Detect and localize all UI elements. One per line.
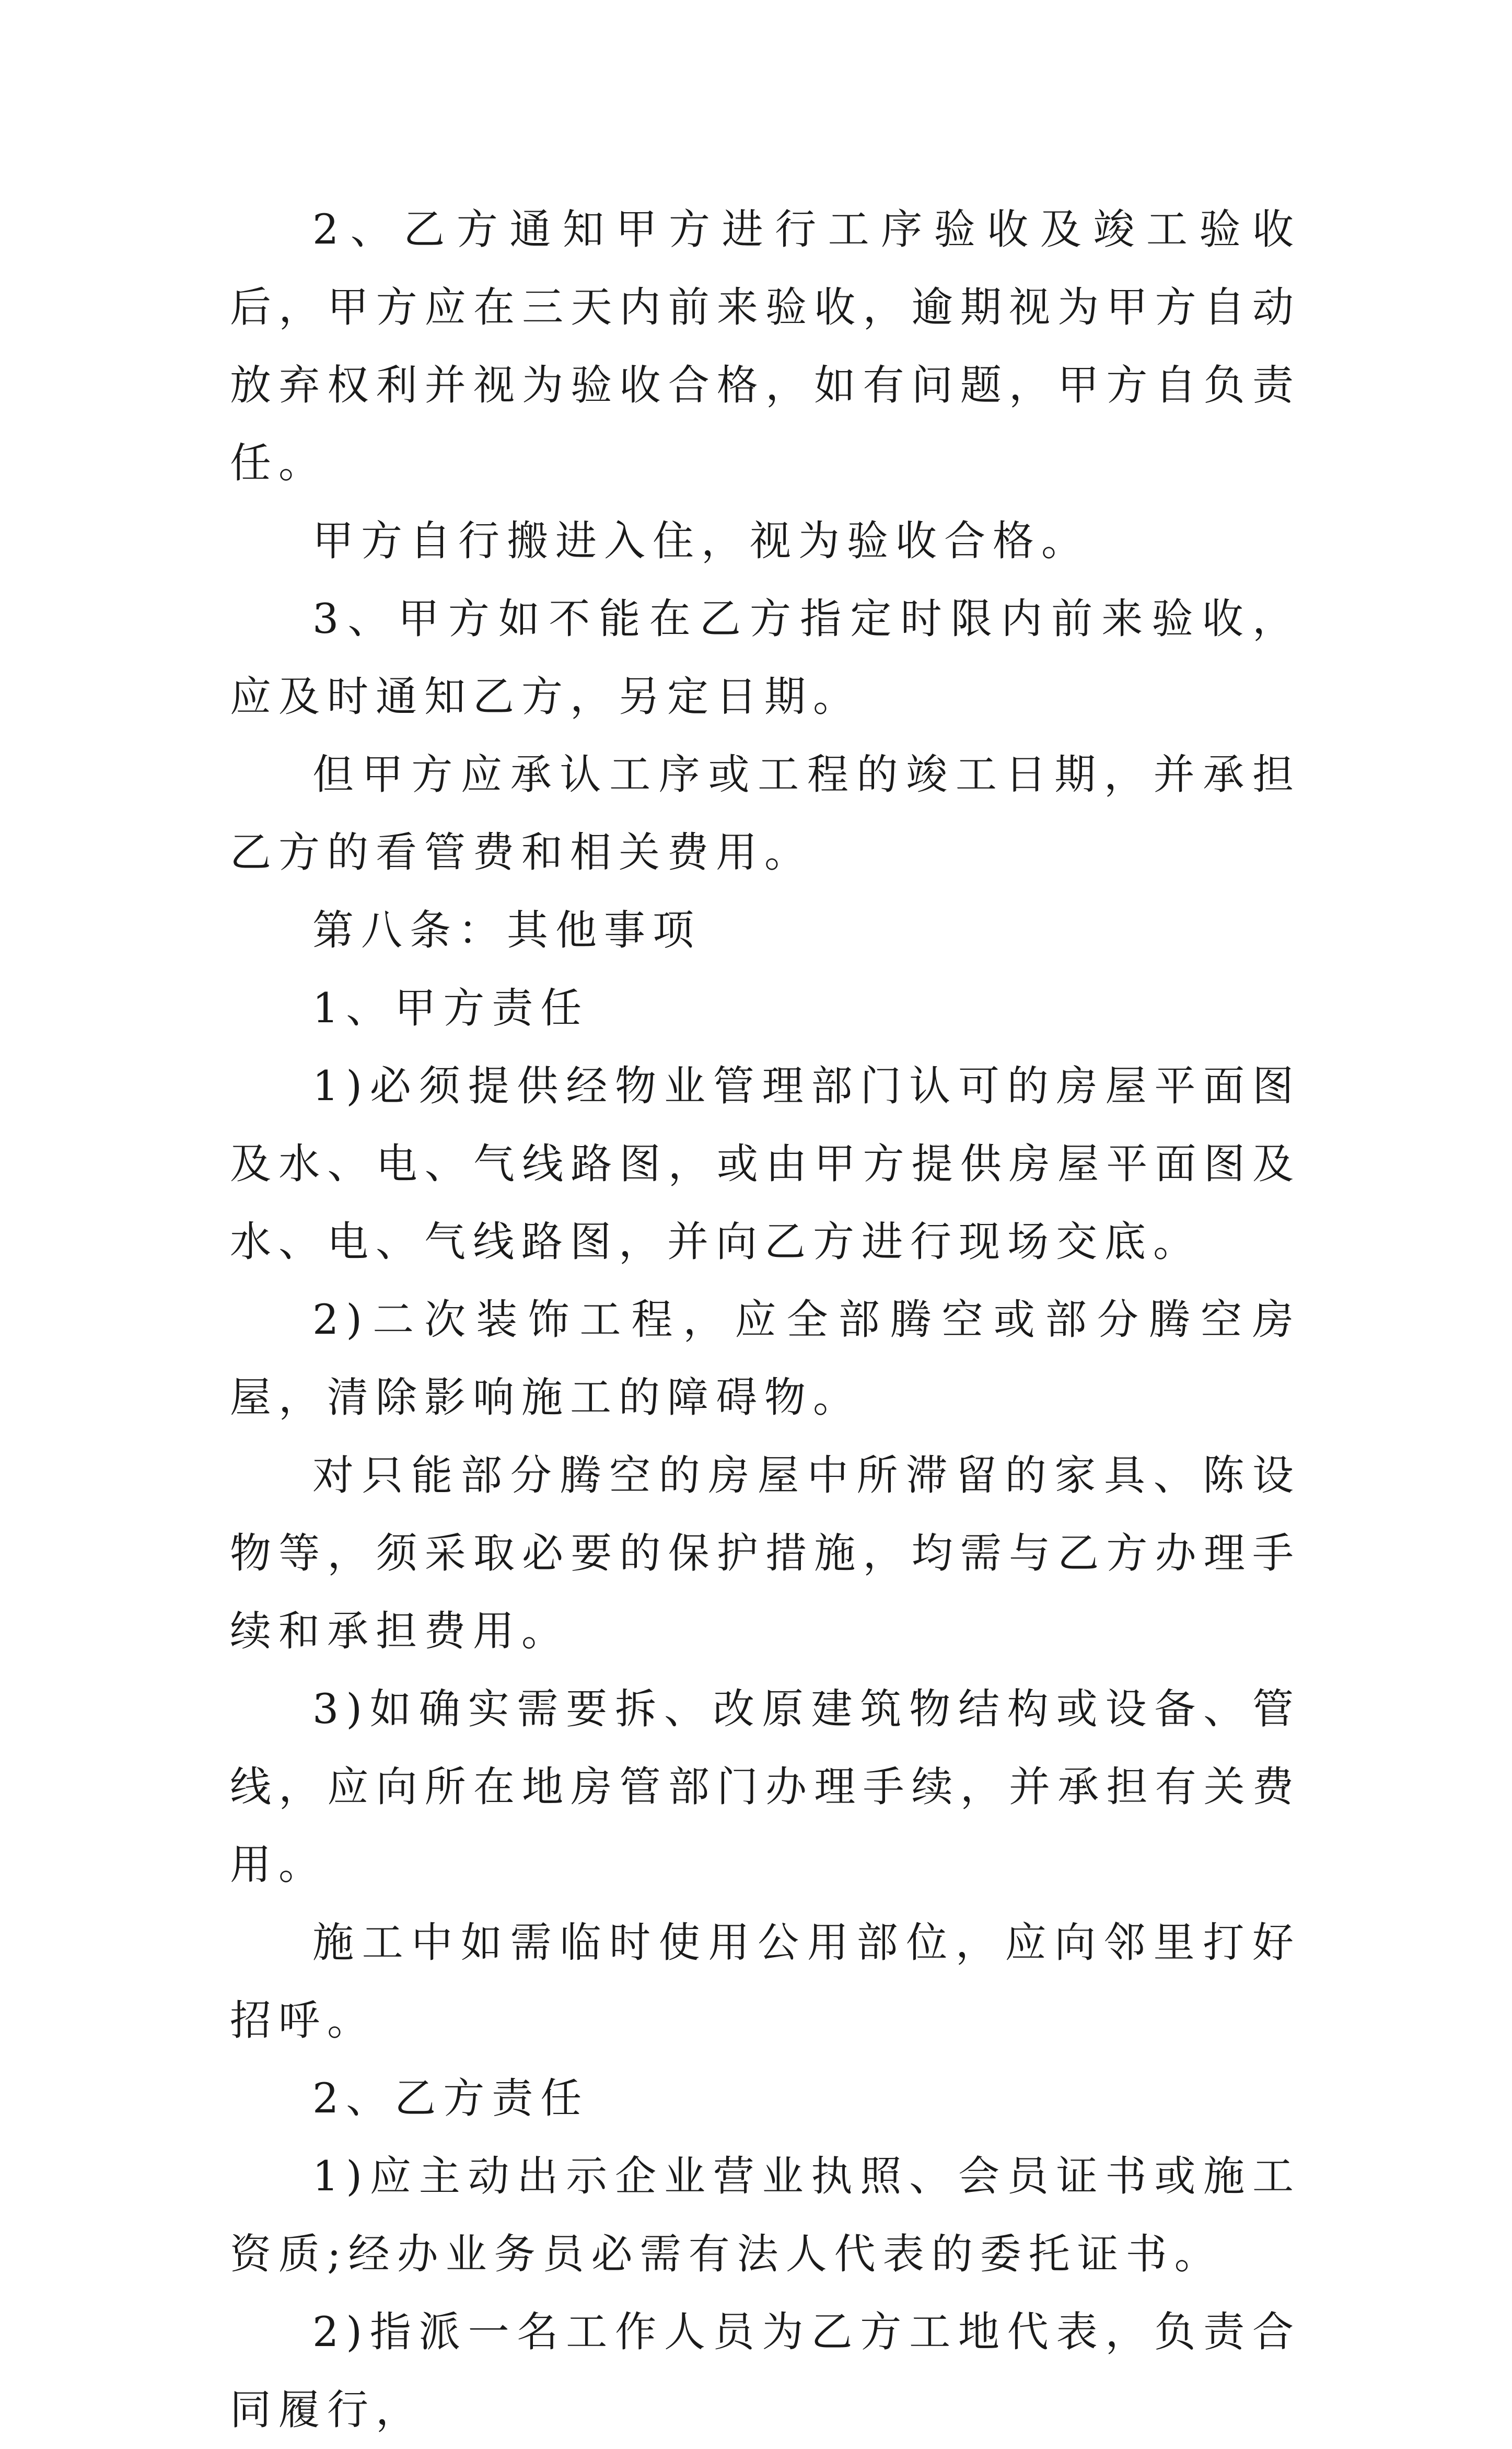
paragraph: 1)必须提供经物业管理部门认可的房屋平面图及水、电、气线路图，或由甲方提供房屋平面图及水、电、气线路图，并向乙方进行现场交底。	[230, 1062, 1301, 1266]
document-body	[230, 191, 1301, 2449]
paragraph: 甲方自行搬进入住，视为验收合格。	[312, 517, 1090, 565]
paragraph: 对只能部分腾空的房屋中所滞留的家具、陈设物等，须采取必要的保护措施，均需与乙方办理手续和承担费用。	[230, 1451, 1301, 1655]
paragraph: 2)二次装饰工程，应全部腾空或部分腾空房屋，清除影响施工的障碍物。	[230, 1296, 1301, 1422]
subsection-heading: 2、乙方责任	[312, 2074, 589, 2122]
paragraph: 施工中如需临时使用公用部位，应向邻里打好招呼。	[230, 1919, 1301, 2044]
paragraph: 1)应主动出示企业营业执照、会员证书或施工资质;经办业务员必需有法人代表的委托证书。	[230, 2152, 1301, 2278]
paragraph: 2、乙方通知甲方进行工序验收及竣工验收后，甲方应在三天内前来验收，逾期视为甲方自动放弃权利并视为验收合格，如有问题，甲方自负责任。	[230, 205, 1301, 487]
paragraph: 3、甲方如不能在乙方指定时限内前来验收，应及时通知乙方，另定日期。	[230, 595, 1301, 721]
paragraph: 但甲方应承认工序或工程的竣工日期，并承担乙方的看管费和相关费用。	[230, 750, 1301, 876]
subsection-heading: 1、甲方责任	[312, 984, 589, 1032]
paragraph: 3)如确实需要拆、改原建筑物结构或设备、管线，应向所在地房管部门办理手续，并承担有关费用。	[230, 1685, 1301, 1889]
paragraph: 2)指派一名工作人员为乙方工地代表，负责合同履行，	[230, 2308, 1301, 2434]
section-heading: 第八条：其他事项	[312, 906, 701, 954]
